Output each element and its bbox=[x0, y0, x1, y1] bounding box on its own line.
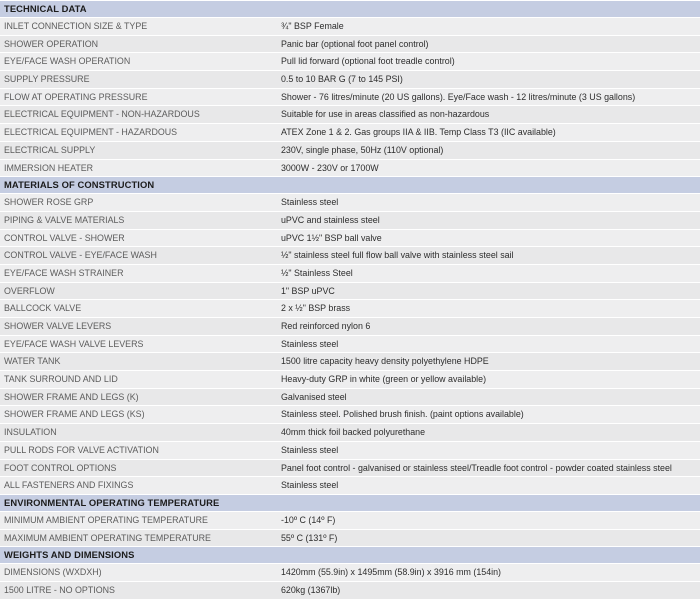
spec-row bbox=[0, 317, 700, 335]
spec-label: SHOWER VALVE LEVERS bbox=[4, 321, 112, 331]
spec-value: 55º C (131º F) bbox=[281, 532, 338, 543]
spec-label: PIPING & VALVE MATERIALS bbox=[4, 214, 125, 225]
spec-label: SHOWER FRAME AND LEGS (KS) bbox=[4, 409, 145, 420]
spec-row bbox=[0, 105, 700, 123]
spec-row bbox=[0, 229, 700, 247]
spec-value: ½" Stainless Steel bbox=[281, 267, 353, 278]
spec-label: SHOWER OPERATION bbox=[4, 38, 99, 49]
spec-value: -10º C (14º F) bbox=[281, 514, 336, 525]
spec-label: 1500 LITRE - NO OPTIONS bbox=[4, 584, 115, 595]
spec-row bbox=[0, 264, 700, 282]
spec-label: SHOWER FRAME AND LEGS (K) bbox=[4, 391, 139, 402]
spec-row bbox=[0, 159, 700, 177]
spec-value: uPVC and stainless steel bbox=[281, 214, 380, 225]
spec-row bbox=[0, 35, 700, 53]
spec-row bbox=[0, 388, 700, 406]
section-rows bbox=[0, 563, 700, 598]
spec-label: PULL RODS FOR VALVE ACTIVATION bbox=[4, 444, 159, 455]
spec-value: Red reinforced nylon 6 bbox=[281, 321, 371, 331]
spec-value: 1500 litre capacity heavy density polyethylene HDPE bbox=[281, 356, 489, 367]
spec-row bbox=[0, 423, 700, 441]
section-block bbox=[0, 176, 700, 494]
spec-label: DIMENSIONS (WXDXH) bbox=[4, 567, 102, 578]
spec-label: CONTROL VALVE - SHOWER bbox=[4, 232, 125, 243]
spec-value: Stainless steel bbox=[281, 480, 339, 491]
section-rows bbox=[0, 511, 700, 546]
spec-label: ELECTRICAL EQUIPMENT - HAZARDOUS bbox=[4, 127, 178, 138]
spec-value: 40mm thick foil backed polyurethane bbox=[281, 427, 426, 438]
spec-row bbox=[0, 529, 700, 547]
spec-label: CONTROL VALVE - EYE/FACE WASH bbox=[4, 250, 157, 261]
spec-row bbox=[0, 211, 700, 229]
spec-value: 2 x ½" BSP brass bbox=[281, 303, 351, 314]
spec-value: Panic bar (optional foot panel control) bbox=[281, 38, 429, 49]
spec-label: OVERFLOW bbox=[4, 285, 55, 296]
spec-label: SHOWER ROSE GRP bbox=[4, 197, 94, 208]
section-header: MATERIALS OF CONSTRUCTION bbox=[0, 176, 700, 193]
spec-label: WATER TANK bbox=[4, 356, 61, 367]
spec-row bbox=[0, 246, 700, 264]
section-rows bbox=[0, 17, 700, 176]
spec-label: FOOT CONTROL OPTIONS bbox=[4, 462, 117, 473]
spec-value: Stainless steel bbox=[281, 338, 339, 349]
spec-label: INSULATION bbox=[4, 427, 57, 438]
spec-value: 620kg (1367lb) bbox=[281, 584, 341, 595]
spec-label: ALL FASTENERS AND FIXINGS bbox=[4, 480, 134, 491]
spec-row bbox=[0, 282, 700, 300]
spec-value: Galvanised steel bbox=[281, 391, 347, 402]
spec-row bbox=[0, 581, 700, 599]
spec-row bbox=[0, 193, 700, 211]
spec-label: EYE/FACE WASH VALVE LEVERS bbox=[4, 338, 144, 349]
spec-row bbox=[0, 563, 700, 581]
section-block bbox=[0, 546, 700, 598]
section-header: WEIGHTS AND DIMENSIONS bbox=[0, 546, 700, 563]
spec-row bbox=[0, 335, 700, 353]
spec-row bbox=[0, 70, 700, 88]
spec-row bbox=[0, 441, 700, 459]
spec-row bbox=[0, 370, 700, 388]
spec-label: TANK SURROUND AND LID bbox=[4, 374, 118, 385]
section-header: ENVIRONMENTAL OPERATING TEMPERATURE bbox=[0, 494, 700, 511]
spec-label: EYE/FACE WASH OPERATION bbox=[4, 56, 131, 67]
spec-value: uPVC 1½" BSP ball valve bbox=[281, 232, 382, 243]
spec-value: Stainless steel bbox=[281, 197, 339, 208]
spec-value: Panel foot control - galvanised or stainless steel/Treadle foot control - powder coated stainless steel bbox=[281, 462, 672, 473]
spec-row bbox=[0, 123, 700, 141]
spec-label: EYE/FACE WASH STRAINER bbox=[4, 267, 124, 278]
spec-label: MINIMUM AMBIENT OPERATING TEMPERATURE bbox=[4, 514, 208, 525]
spec-value: 3000W - 230V or 1700W bbox=[281, 162, 379, 173]
spec-row bbox=[0, 17, 700, 35]
spec-row bbox=[0, 459, 700, 477]
spec-label: FLOW AT OPERATING PRESSURE bbox=[4, 91, 148, 102]
spec-label: MAXIMUM AMBIENT OPERATING TEMPERATURE bbox=[4, 532, 211, 543]
spec-row bbox=[0, 405, 700, 423]
spec-value: Heavy-duty GRP in white (green or yellow available) bbox=[281, 374, 487, 385]
section-block bbox=[0, 0, 700, 176]
spec-value: 1" BSP uPVC bbox=[281, 285, 335, 296]
spec-label: SUPPLY PRESSURE bbox=[4, 74, 90, 85]
section-block bbox=[0, 494, 700, 546]
section-header: TECHNICAL DATA bbox=[0, 0, 700, 17]
spec-value: Pull lid forward (optional foot treadle control) bbox=[281, 56, 455, 67]
spec-value: ½" stainless steel full flow ball valve with stainless steel sail bbox=[281, 250, 514, 261]
spec-label: ELECTRICAL SUPPLY bbox=[4, 144, 96, 155]
spec-label: ELECTRICAL EQUIPMENT - NON-HAZARDOUS bbox=[4, 109, 200, 120]
spec-value: 0.5 to 10 BAR G (7 to 145 PSI) bbox=[281, 74, 403, 85]
spec-row bbox=[0, 52, 700, 70]
section-rows bbox=[0, 193, 700, 494]
spec-value: Suitable for use in areas classified as non-hazardous bbox=[281, 109, 490, 120]
spec-value: 1420mm (55.9in) x 1495mm (58.9in) x 3916 mm (154in) bbox=[281, 567, 501, 578]
spec-value: 230V, single phase, 50Hz (110V optional) bbox=[281, 144, 444, 155]
spec-value: Stainless steel. Polished brush finish. (paint options available) bbox=[281, 409, 524, 420]
spec-value: Shower - 76 litres/minute (20 US gallons). Eye/Face wash - 12 litres/minute (3 US gallons) bbox=[281, 91, 636, 102]
spec-value: Stainless steel bbox=[281, 444, 339, 455]
spec-value: ¾" BSP Female bbox=[281, 21, 344, 31]
spec-value: ATEX Zone 1 & 2. Gas groups IIA & IIB. Temp Class T3 (IIC available) bbox=[281, 127, 556, 138]
spec-row bbox=[0, 352, 700, 370]
spec-label: IMMERSION HEATER bbox=[4, 162, 94, 173]
spec-row bbox=[0, 88, 700, 106]
spec-label: INLET CONNECTION SIZE & TYPE bbox=[4, 21, 148, 31]
spec-label: BALLCOCK VALVE bbox=[4, 303, 82, 314]
spec-row bbox=[0, 141, 700, 159]
spec-row bbox=[0, 299, 700, 317]
spec-row bbox=[0, 511, 700, 529]
spec-row bbox=[0, 476, 700, 494]
